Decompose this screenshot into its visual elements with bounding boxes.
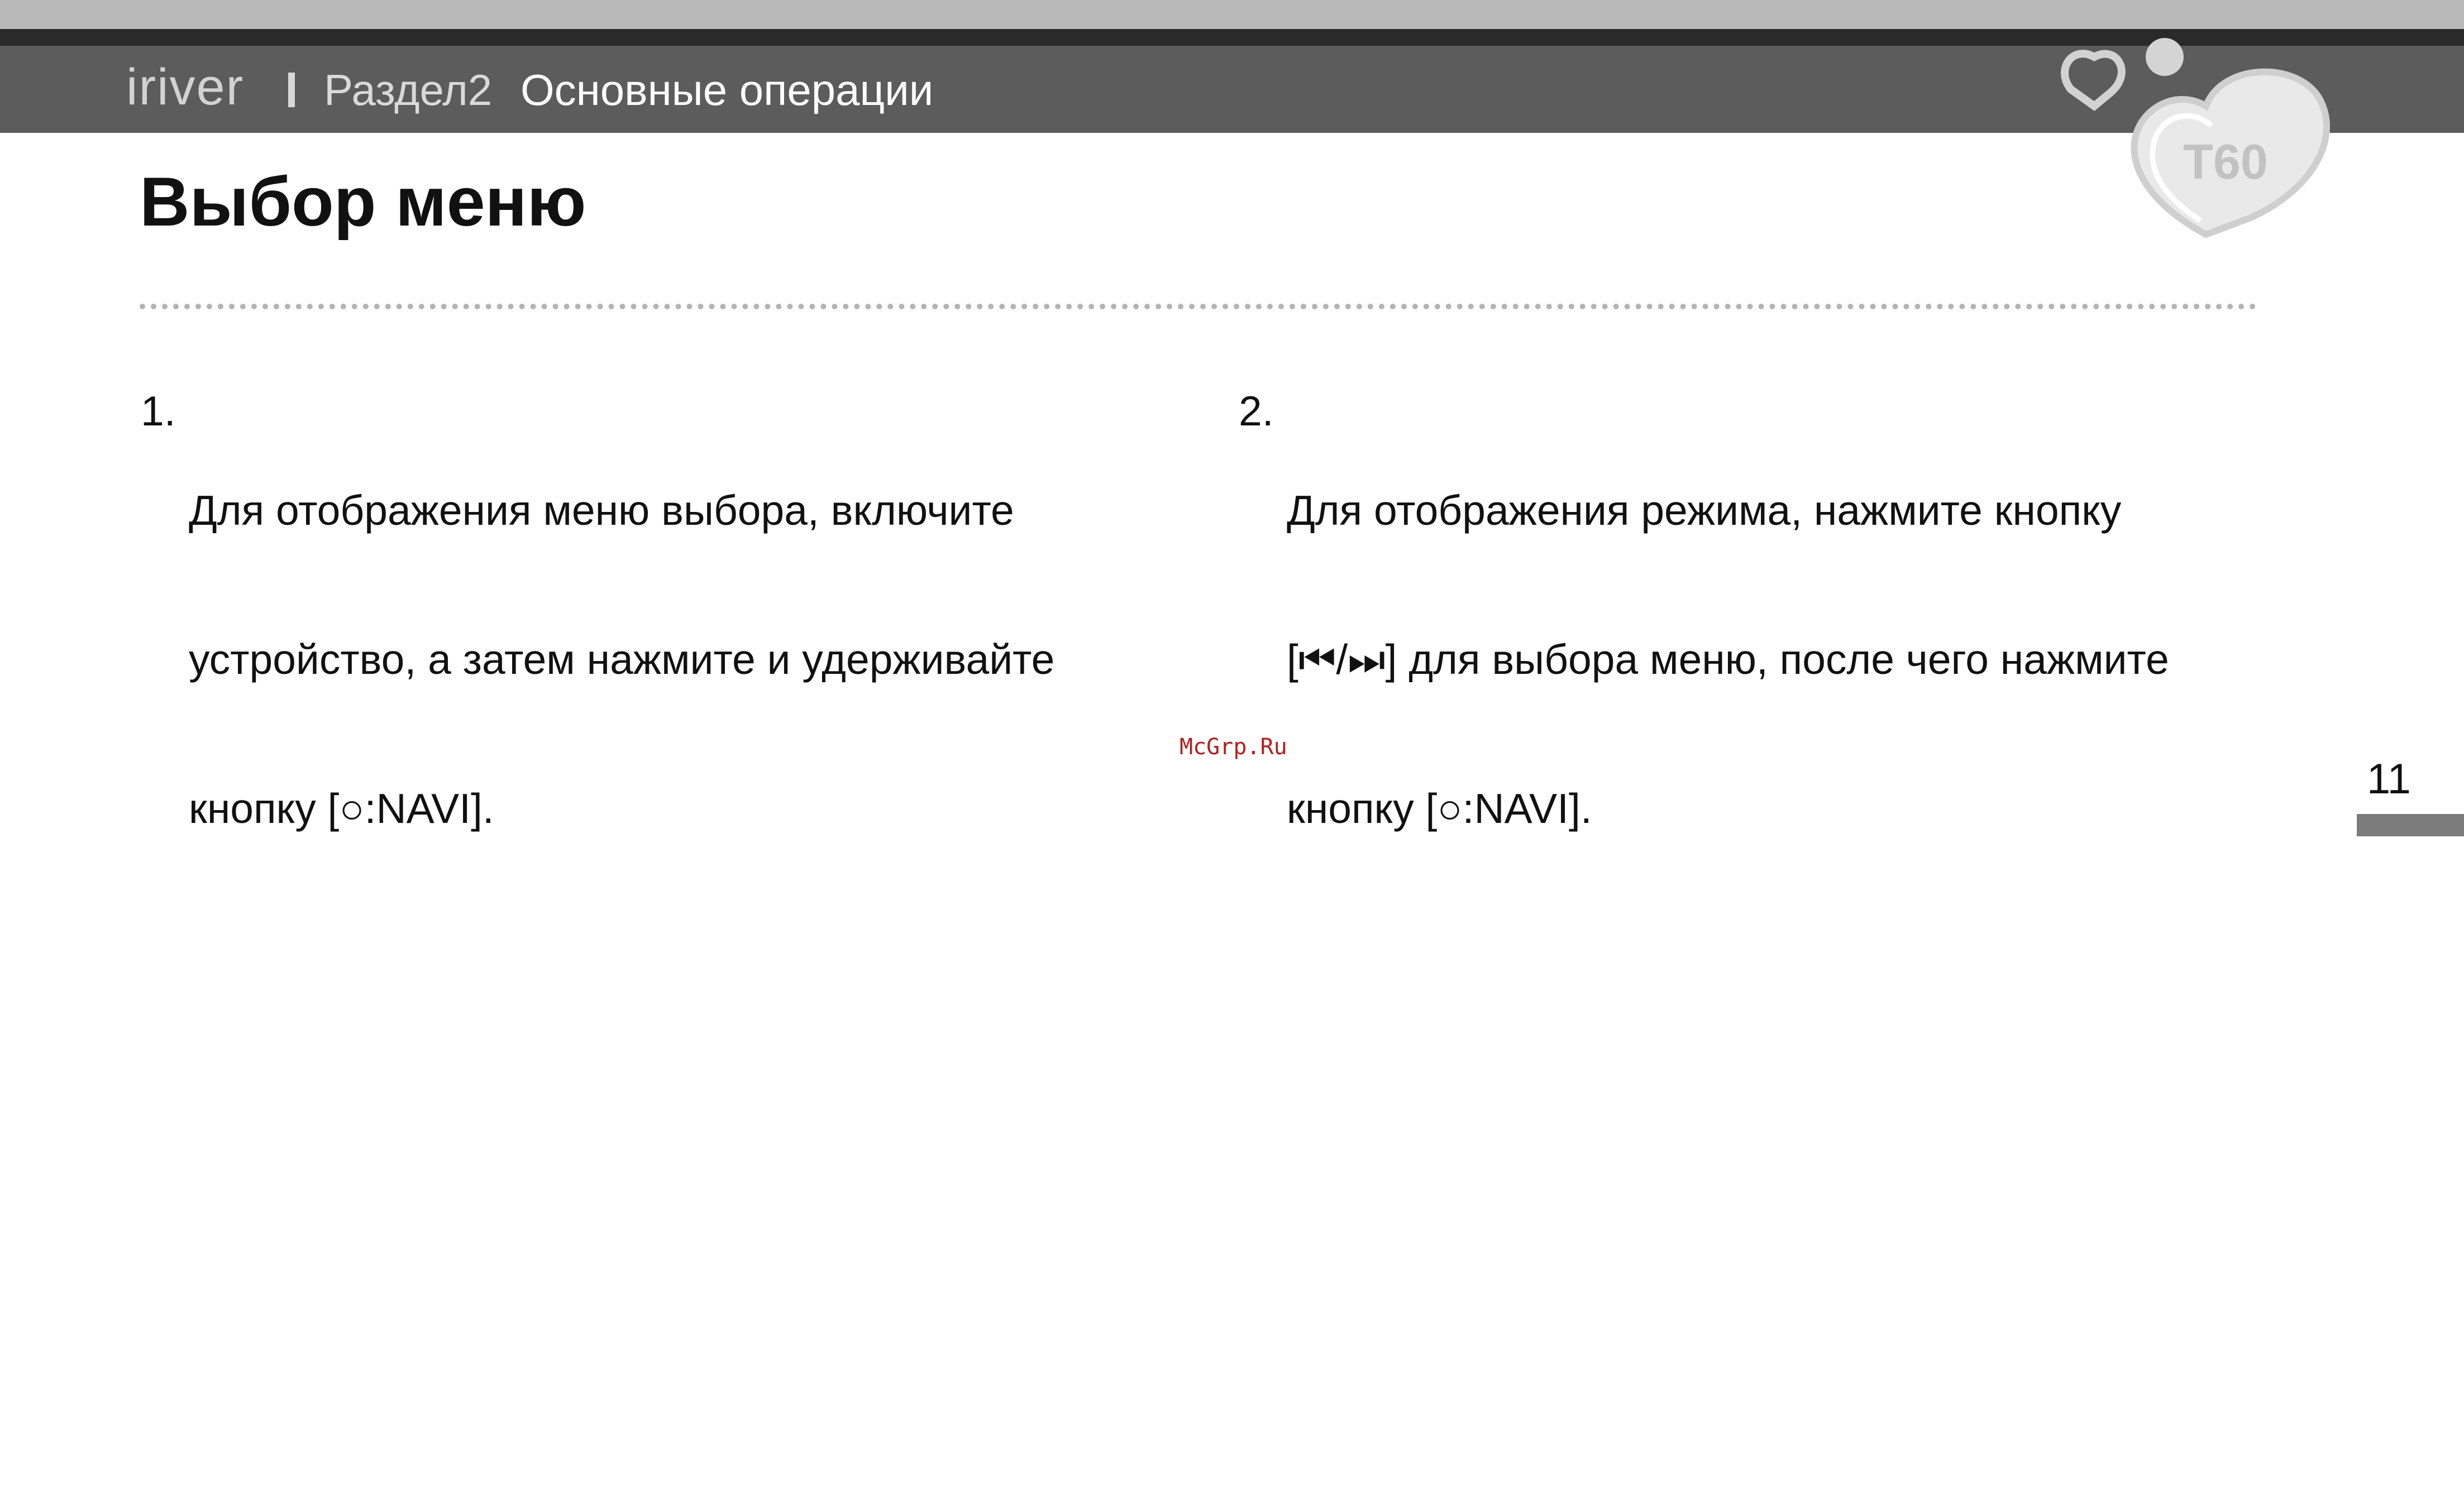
section-title: Основные операции bbox=[521, 65, 934, 114]
step-2-line-1: Для отображения режима, нажмите кнопку bbox=[1287, 487, 2122, 534]
header-separator bbox=[288, 73, 295, 107]
page-number: 11 bbox=[2367, 755, 2411, 803]
brand-logo: iriver bbox=[126, 59, 245, 116]
step-2-number: 2. bbox=[1239, 387, 1274, 434]
step-1-line-1: Для отображения меню выбора, включите bbox=[189, 487, 1014, 534]
step-1-line-3: кнопку [○:NAVI]. bbox=[189, 785, 494, 832]
page-title: Выбор меню bbox=[140, 164, 586, 241]
watermark-link[interactable]: McGrp.Ru bbox=[1180, 734, 1287, 760]
step-1-line-2: устройство, а затем нажмите и удерживайте bbox=[189, 636, 1055, 683]
page-tab-marker bbox=[2357, 814, 2464, 836]
logo-text: T60 bbox=[2183, 134, 2268, 189]
section-label: Раздел2 bbox=[324, 65, 493, 114]
dotted-divider bbox=[140, 304, 2256, 309]
step-1-number: 1. bbox=[141, 387, 176, 434]
step-2-line-3: кнопку [○:NAVI]. bbox=[1287, 785, 1592, 832]
t60-heart-logo bbox=[2033, 22, 2379, 257]
step-2-line-2: [⏮/⏭] для выбора меню, после чего нажмите bbox=[1287, 636, 2169, 683]
